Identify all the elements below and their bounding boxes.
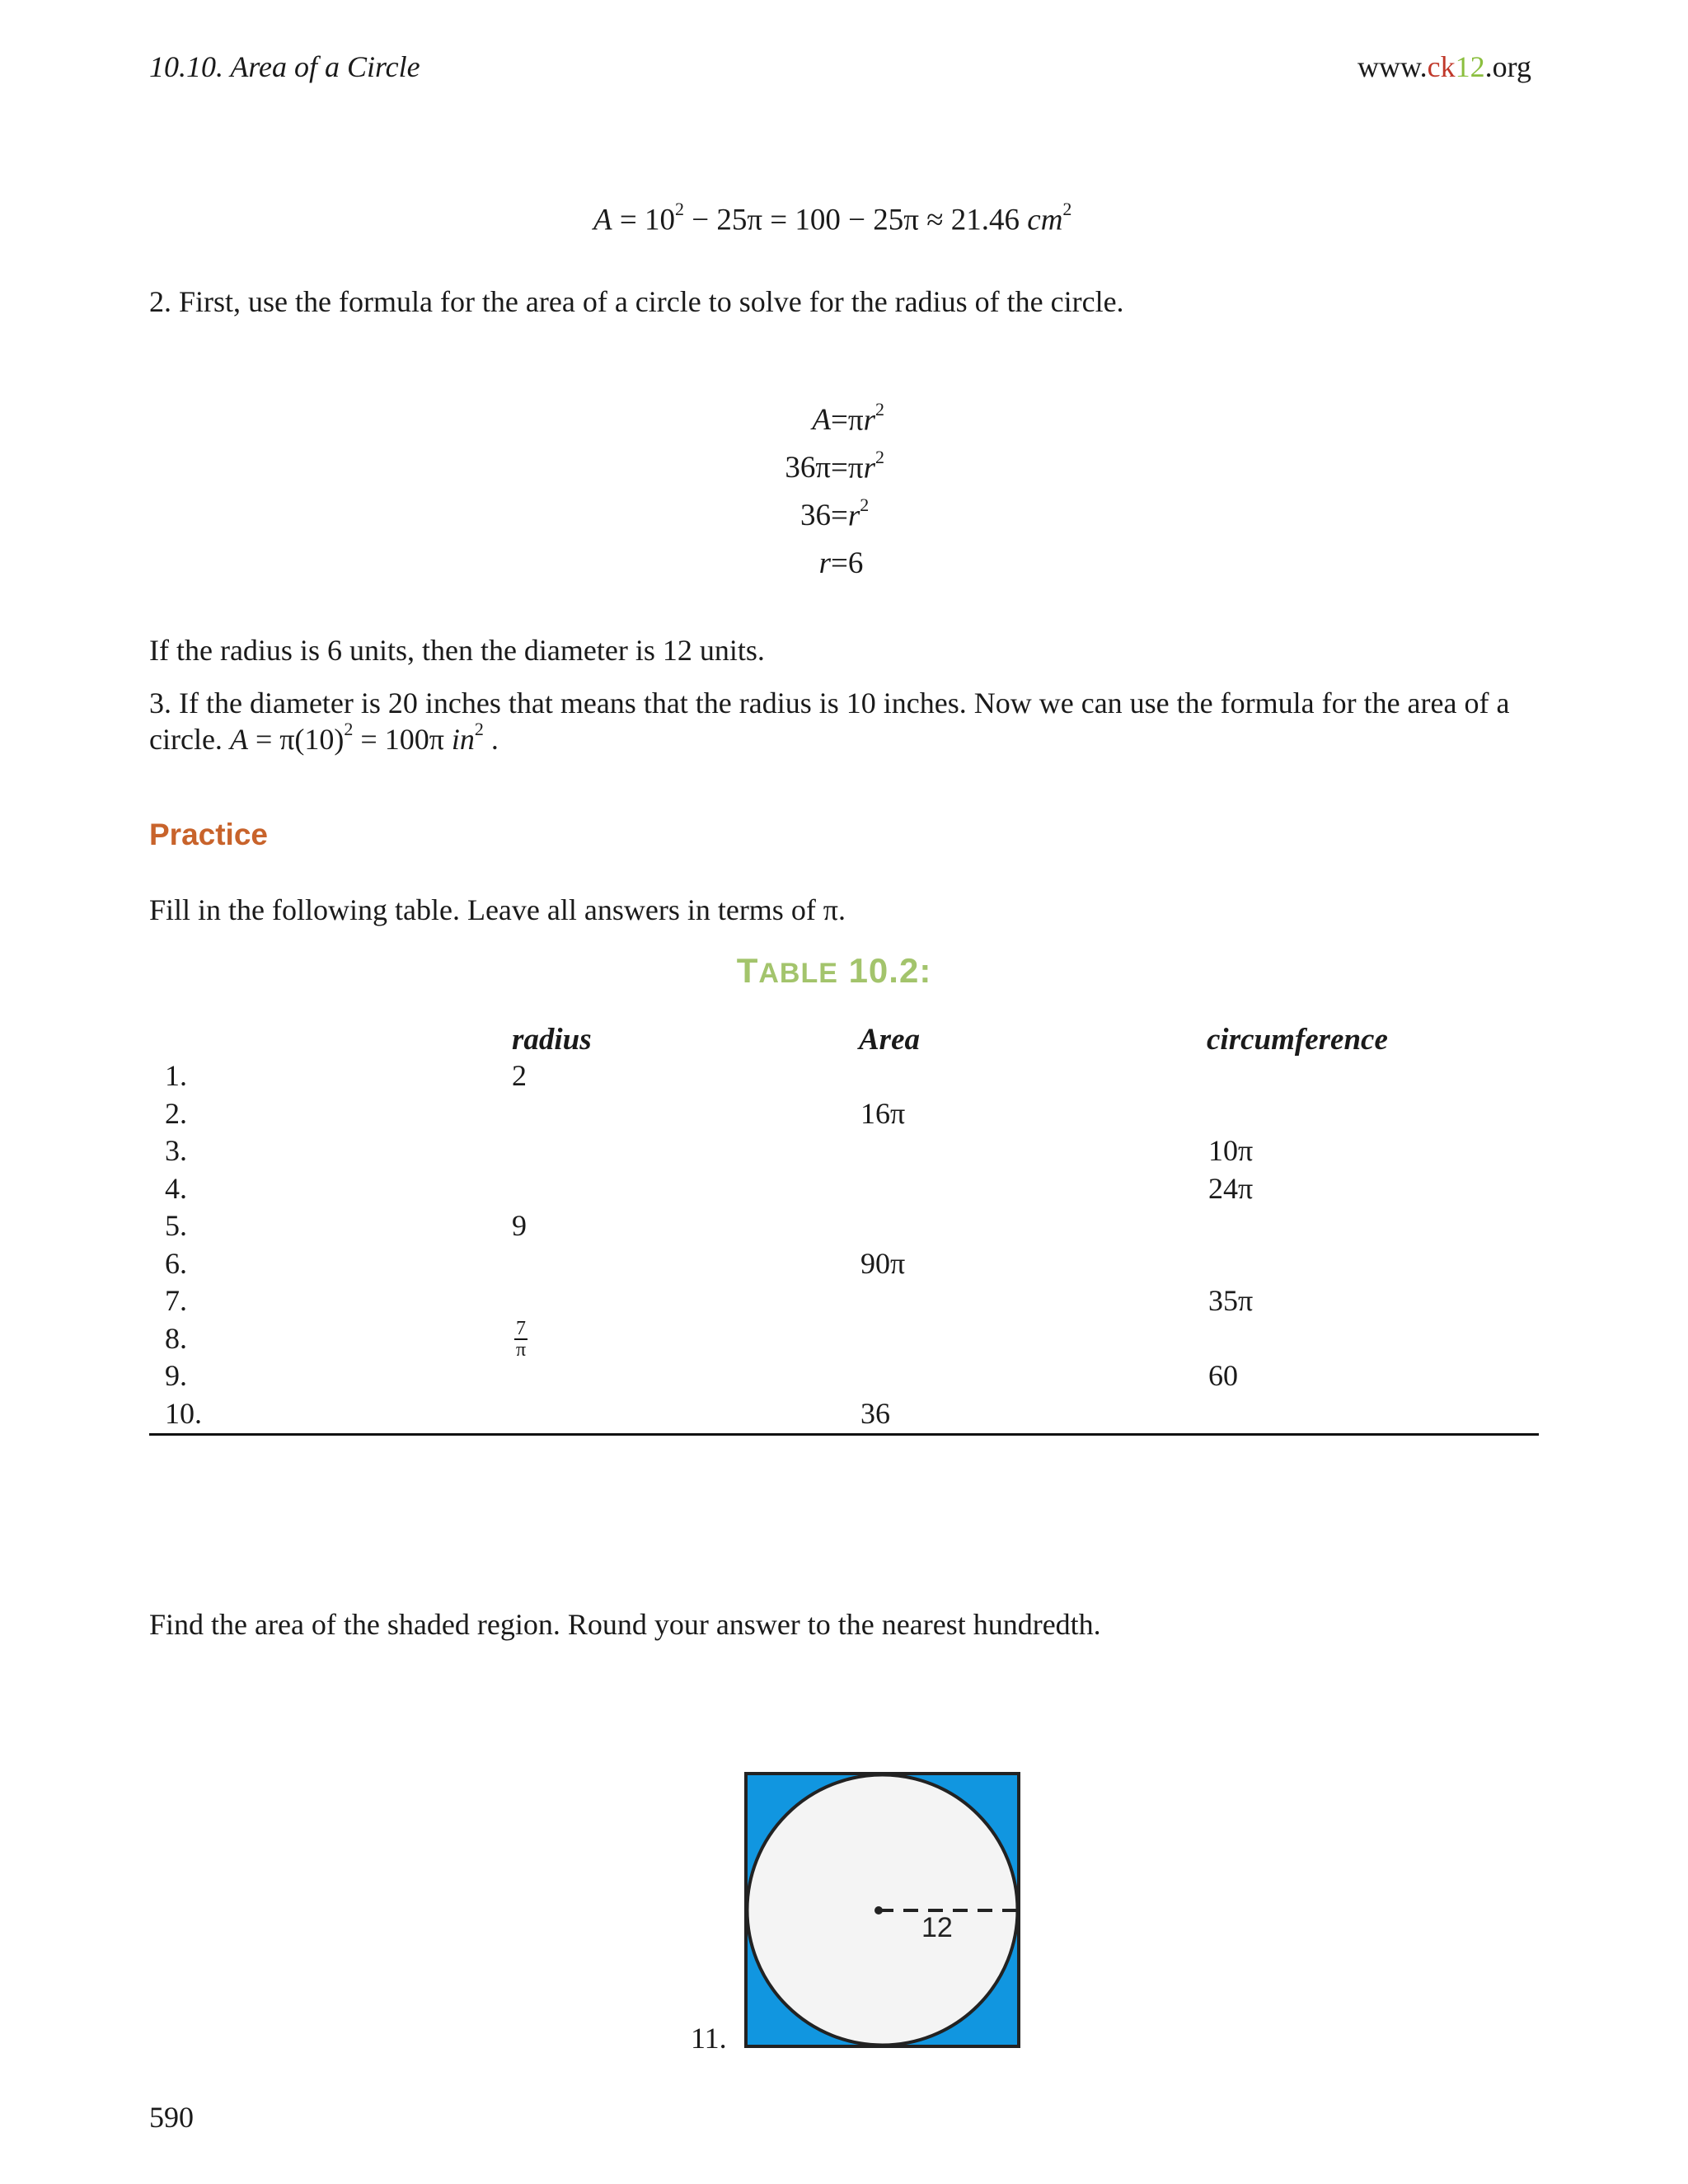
table-cell-num: 8. [165,1321,187,1355]
table-cell-area: 16π [860,1096,906,1130]
radius-label: 12 [921,1912,953,1943]
table-cell-num: 3. [165,1134,187,1167]
shaded-instruction: Find the area of the shaded region. Round your answer to the nearest hundredth. [149,1608,1101,1641]
problem-number: 11. [691,2022,727,2055]
table-cell-num: 10. [165,1396,202,1430]
table-cell-num: 1. [165,1059,187,1092]
table-cell-num: 4. [165,1171,187,1205]
solution3-line2: circle. $A = \pi(10)^2 = 100\pi$ $in^2$ . [149,719,499,756]
eq-line: 36 = $r^2$ [800,494,870,533]
table-cell-num: 2. [165,1096,187,1130]
solution1-equation: $A = 10^2 - 25\pi = 100 - 25\pi \approx 21.46$ $cm^2$ [593,199,1072,237]
eq-line: r = 6 [818,546,864,580]
table-cell-radius: 9 [512,1209,527,1242]
table-cell-area: 36 [860,1396,890,1430]
column-header-area: Area [859,1023,920,1057]
site-suffix: .org [1484,50,1531,83]
row8-radius-fraction [514,1319,528,1360]
table-cell-circ: 10π [1208,1134,1254,1167]
eq-line: 36π = $\pi r^2$ [785,447,884,485]
eq-line: A = $\pi r^2$ [812,399,884,438]
shaded-region-figure [744,1772,1020,2048]
site-url[interactable] [1357,49,1531,84]
table-title: TABLE 10.2: [736,951,932,990]
fraction-numerator: 7 [516,1317,526,1339]
table-bottom-rule [149,1433,1539,1436]
table-cell-radius: 2 [512,1059,527,1092]
solution2-equations [701,399,964,593]
table-cell-circ: 60 [1208,1359,1238,1392]
page-number: 590 [149,2101,194,2134]
section-header: 10.10. Area of a Circle [149,50,420,83]
site-ck: ck [1427,50,1456,83]
solution2-text: 2. First, use the formula for the area of a circle to solve for the radius of the circle. [149,285,1124,318]
table-cell-circ: 35π [1208,1284,1254,1317]
practice-instruction: Fill in the following table. Leave all answers in terms of π. [149,893,846,926]
site-12: 12 [1455,50,1485,83]
column-header-circumference: circumference [1207,1023,1388,1057]
column-header-radius: radius [512,1023,592,1057]
table-cell-area: 90π [860,1246,906,1280]
table-cell-circ: 24π [1208,1171,1254,1205]
table-cell-num: 7. [165,1284,187,1317]
site-prefix: www. [1357,50,1428,83]
fraction-denominator: π [515,1338,527,1361]
solution3-line1: 3. If the diameter is 20 inches that means that the radius is 10 inches. Now we can use the formula for the area of a [149,687,1510,719]
table-cell-num: 5. [165,1209,187,1242]
solution2-conclusion: If the radius is 6 units, then the diameter is 12 units. [149,634,765,667]
practice-heading: Practice [149,818,268,851]
table-cell-num: 6. [165,1246,187,1280]
table-cell-num: 9. [165,1359,187,1392]
